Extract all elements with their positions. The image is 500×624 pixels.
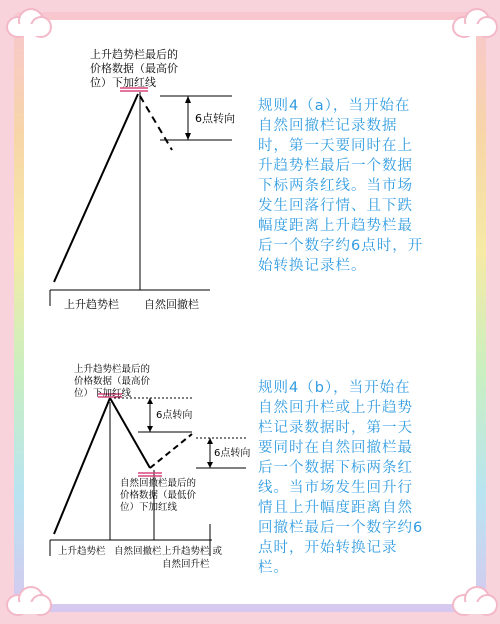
- arrow-down-icon: [147, 426, 153, 432]
- diagram2-column-label: 自然回撤栏: [114, 546, 162, 557]
- diagram2-column-label: 上升趋势栏 或: [162, 546, 223, 557]
- diagram2-low-annotation-line: 价格数据（最低价: [120, 490, 197, 501]
- diagram2-low-annotation-line: 位）下加红线: [120, 502, 178, 513]
- diagram2-turn-label: 6点转向: [214, 448, 251, 459]
- diagram1-annotation-line: 价格数据（最高价: [90, 62, 178, 75]
- diagram2-low-annotation-line: 自然回撤栏最后的: [120, 478, 197, 489]
- diagram2-top-annotation-line: 位）下加红线: [74, 388, 132, 399]
- arrow-up-icon: [147, 398, 153, 404]
- diagram2-column-label: 上升趋势栏: [58, 546, 106, 557]
- diagram1-annotation-line: 上升趋势栏最后的: [90, 48, 178, 61]
- rule-4b-text: 规则4（b），当开始在 自然回升栏或上升趋势 栏记录数据时，第一天 要同时在自然回撤栏最 后一个数据下标两条红 线。当市场发生回升行 情且上升幅度距离自然 回撤栏最后一个数字约6 点时，开始转换记录 栏。: [258, 380, 424, 576]
- diagram1-annotation-line: 位）下加红线: [90, 76, 156, 89]
- diagram1-column-label: 上升趋势栏: [64, 298, 119, 311]
- diagram2-column-label: 自然回升栏: [162, 559, 210, 570]
- arrow-down-icon: [185, 133, 191, 140]
- rule-4a-text: 规则4（a），当开始在 自然回撤栏记录数据 时，第一天要同时在上 升趋势栏最后一个数据 下标两条红线。当市场 发生回落行情、且下跌 幅度距离上升趋势栏最 后一个数字约6点时，开 始转换记录栏。: [258, 98, 424, 274]
- diagram2-top-annotation-line: 上升趋势栏最后的: [74, 364, 151, 375]
- diagram2-pullback-line: [110, 398, 150, 468]
- diagram1-turn-label: 6点转向: [195, 112, 235, 125]
- diagram2-top-annotation-line: 价格数据（最高价: [74, 376, 151, 387]
- diagram2-turn-label: 6点转向: [156, 410, 193, 421]
- arrow-up-icon: [207, 438, 213, 444]
- diagram2-rally-dashed-line: [150, 434, 192, 468]
- diagram1-pullback-dashed-line: [140, 96, 172, 150]
- arrow-down-icon: [207, 462, 213, 468]
- arrow-up-icon: [185, 96, 191, 103]
- diagram1-uptrend-line: [54, 94, 138, 282]
- diagram1-column-label: 自然回撤栏: [144, 298, 199, 311]
- diagram2-uptrend-line: [54, 398, 110, 534]
